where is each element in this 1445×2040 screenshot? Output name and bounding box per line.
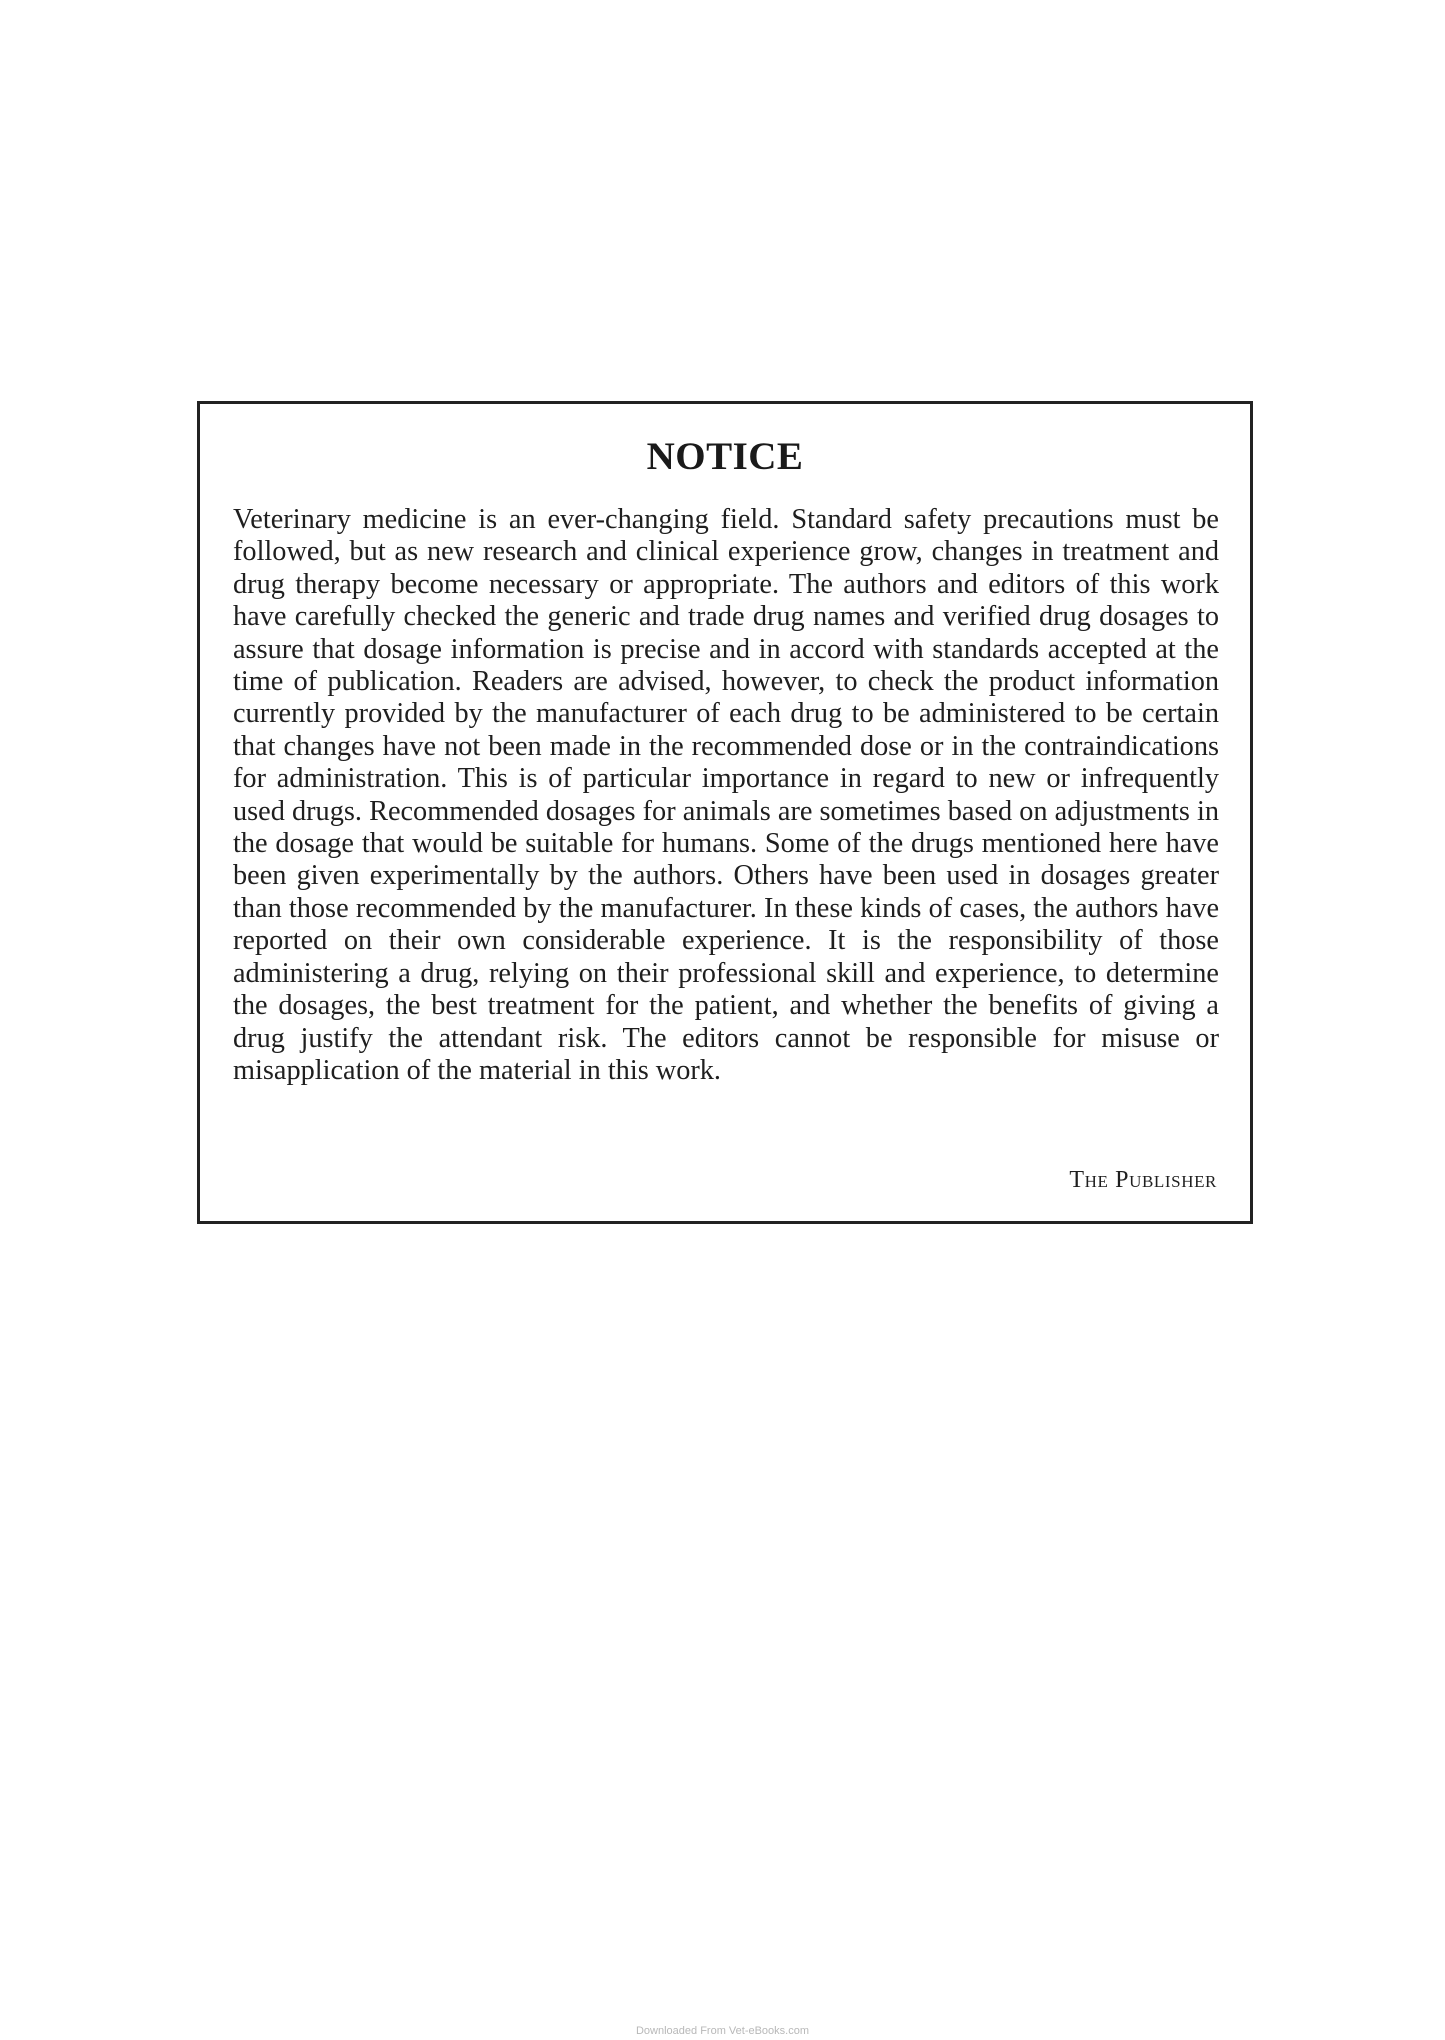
download-source-footer: Downloaded From Vet-eBooks.com xyxy=(635,2025,810,2037)
notice-box xyxy=(197,401,1253,1224)
publisher-signature: The Publisher xyxy=(1069,1167,1217,1193)
notice-body: Veterinary medicine is an ever-changing field. Standard safety precautions must be followed, but as new research and clinical experience grow, changes in treatment and drug therapy become necessary or appropriate. The authors and editors of this work have carefully checked the generic and trade drug names and verified drug dosages to assure that dosage information is precise and in accord with standards accepted at the time of publication. Readers are advised, however, to check the product information currently provided by the manufacturer of each drug to be administered to be certain that changes have not been made in the recommended dose or in the contraindications for administration. This is of particular importance in regard to new or infrequently used drugs. Recommended dosages for animals are sometimes based on adjustments in the dosage that would be suitable for humans. Some of the drugs mentioned here have been given experimentally by the authors. Others have been used in dosages greater than those recommended by the manufacturer. In these kinds of cases, the authors have reported on their own considerable experience. It is the responsibility of those administering a drug, relying on their professional skill and experience, to determine the dosages, the best treatment for the patient, and whether the benefits of giving a drug justify the attendant risk. The editors cannot be responsible for misuse or misapplication of the material in this work. xyxy=(233,504,1219,1086)
notice-title: NOTICE xyxy=(646,435,804,478)
